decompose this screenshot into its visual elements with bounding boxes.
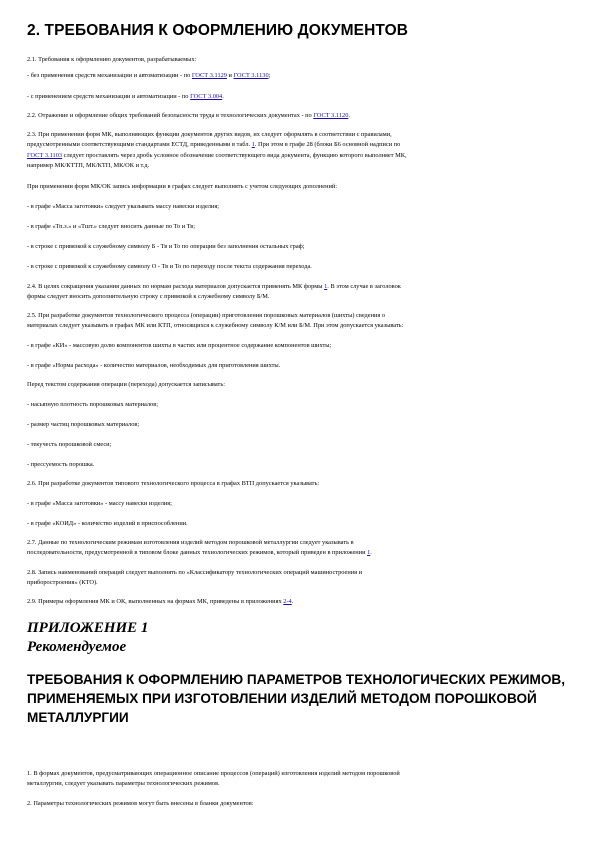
list-item-with-mechanization: [27, 92, 572, 101]
paragraph-line: приборостроения» (КТО).: [27, 579, 98, 586]
list-item-without-mechanization: [27, 71, 572, 80]
punctuation: ;: [268, 72, 271, 79]
punctuation: .: [348, 112, 350, 119]
punctuation: .: [370, 549, 372, 556]
form-1-link[interactable]: 1: [324, 283, 328, 290]
list-item: - текучесть порошковой смеси;: [27, 441, 112, 448]
paragraph-2-2: [27, 111, 572, 120]
conjunction-text: и: [226, 72, 234, 79]
appendices-2-4-link[interactable]: 2-4: [283, 598, 292, 605]
paragraph-line: [27, 548, 572, 557]
paragraph-text: последовательности, предусмотренной в типовом блоке данных технологических режимов, который приведен в приложении: [27, 549, 368, 556]
list-item: - в графе «КОИД» - количество изделий в приспособлении.: [27, 520, 188, 527]
paragraph-text: 2.9. Примеры оформления МК и ОК, выполненных на формах МК, приведены в приложениях: [27, 598, 284, 605]
paragraph-line: металлургии, следует указывать параметры технологических режимов.: [27, 780, 220, 787]
paragraph-line: 2.5. При разработке документов технологического процесса (операции) приготовления порошковых материалов (шихты) сведения о: [27, 312, 386, 319]
paragraph-line: например МК/КТТП, МК/КТП, МК/ОК и т.д.: [27, 162, 150, 169]
paragraph-line: [27, 140, 572, 149]
paragraph-line: материалах следует указывать в графах МК или КТП, относящихся к служебному символу К/М или Б/М. При этом допускается указывать:: [27, 322, 404, 329]
appendix-title: ПРИЛОЖЕНИЕ 1: [27, 620, 149, 636]
appendix-heading: ТРЕБОВАНИЯ К ОФОРМЛЕНИЮ ПАРАМЕТРОВ ТЕХНОЛОГИЧЕСКИХ РЕЖИМОВ, ПРИМЕНЯЕМЫХ ПРИ ИЗГОТОВЛЕНИИ ИЗДЕЛИЙ МЕТОДОМ ПОРОШКОВОЙ МЕТАЛЛУРГИИ: [27, 672, 566, 725]
gost-3-1103-link[interactable]: ГОСТ 3.1103: [27, 152, 63, 159]
list-item: - в строке с привязкой к служебному символу Б - Тв и То по операции без заполнения остальных граф;: [27, 243, 305, 250]
paragraph-2-1: 2.1. Требования к оформлению документов, разрабатываемых:: [27, 56, 197, 63]
list-item: - в строке с привязкой к служебному символу О - Тв и То по переходу после текста содержания перехода.: [27, 263, 312, 270]
paragraph-line: 2.8. Запись наименований операций следует выполнять по «Классификатору технологических операций машиностроения и: [27, 569, 363, 576]
list-item-text: - без применения средств механизации и автоматизации - по: [27, 72, 192, 79]
list-item: - в графе «Масса заготовки» - массу навески изделия;: [27, 500, 172, 507]
appendix-paragraph-2: 2. Параметры технологических режимов могут быть внесены в бланки документов:: [27, 800, 254, 807]
paragraph-before-text: Перед текстом содержания операции (перехода) допускается записывать:: [27, 381, 225, 388]
gost-3-004-link[interactable]: ГОСТ 3.004: [190, 93, 223, 100]
paragraph-text: следует проставлять через дробь условное обозначение соответствующего вида документа, функцию которого выполняет МК,: [62, 152, 407, 159]
appendix-subtitle: Рекомендуемое: [27, 639, 127, 655]
list-item: - в графе «Масса заготовки» следует указывать массу навески изделия;: [27, 203, 220, 210]
paragraph-mk-ok: При применении форм МК/ОК запись информации в графах следует выполнять с учетом следующих дополнений:: [27, 183, 338, 190]
list-item: - насыпную плотность порошковых материалов;: [27, 401, 158, 408]
list-item: - в графе «КИ» - массовую долю компонентов шихты в частях или процентное содержание компонентов шихты;: [27, 342, 332, 349]
paragraph-text: предусмотренными соответствующими стандартами ЕСТД, приведенными в табл.: [27, 141, 252, 148]
gost-3-1129-link[interactable]: ГОСТ 3.1129: [191, 72, 227, 79]
paragraph-line: [27, 282, 572, 291]
table-1-link[interactable]: 1: [251, 141, 255, 148]
list-item-text: - с применением средств механизации и автоматизации - по: [27, 93, 191, 100]
paragraph-text: . В этом случае в заголовок: [327, 283, 401, 290]
list-item: - в графе «Норма расхода» - количество материалов, необходимых для приготовления шихты.: [27, 362, 281, 369]
appendix-1-link[interactable]: 1: [367, 549, 371, 556]
paragraph-text: . При этом в графе 28 (блоки Б6 основной надписи по: [254, 141, 401, 148]
paragraph-2-6: 2.6. При разработке документов типового технологического процесса в графах ВТП допускается указывать:: [27, 480, 320, 487]
paragraph-text: 2.2. Отражение и оформление общих требований безопасности труда в технологических документах - по: [27, 112, 314, 119]
section-title: 2. ТРЕБОВАНИЯ К ОФОРМЛЕНИЮ ДОКУМЕНТОВ: [27, 22, 409, 39]
paragraph-line: формы следует вносить дополнительную строку с привязкой к служебному символу Б/М.: [27, 293, 270, 300]
list-item: - прессуемость порошка.: [27, 461, 95, 468]
paragraph-line: [27, 151, 572, 160]
gost-3-1120-link[interactable]: ГОСТ 3.1120: [313, 112, 349, 119]
paragraph-line: 2.7. Данные по технологическим режимам изготовления изделий методом порошковой металлургии следует указывать в: [27, 539, 354, 546]
paragraph-2-9: [27, 597, 572, 606]
gost-3-1130-link[interactable]: ГОСТ 3.1130: [233, 72, 269, 79]
punctuation: .: [291, 598, 294, 605]
list-item: - размер частиц порошковых материалов;: [27, 421, 140, 428]
list-item: - в графе «Тп.з.» и «Тшт.» следует вносить данные по То и Тв;: [27, 223, 196, 230]
punctuation: .: [222, 93, 224, 100]
paragraph-text: 2.4. В целях сокращения указания данных по нормам расхода материалов допускается применять МК формы: [27, 283, 325, 290]
paragraph-line: 1. В формах документов, предусматривающих операционное описание процессов (операций) изготовления изделий методом порошковой: [27, 770, 400, 777]
paragraph-line: 2.3. При применении форм МК, выполняющих функции документов других видов, их следует оформлять в соответствии с правилами,: [27, 131, 392, 138]
